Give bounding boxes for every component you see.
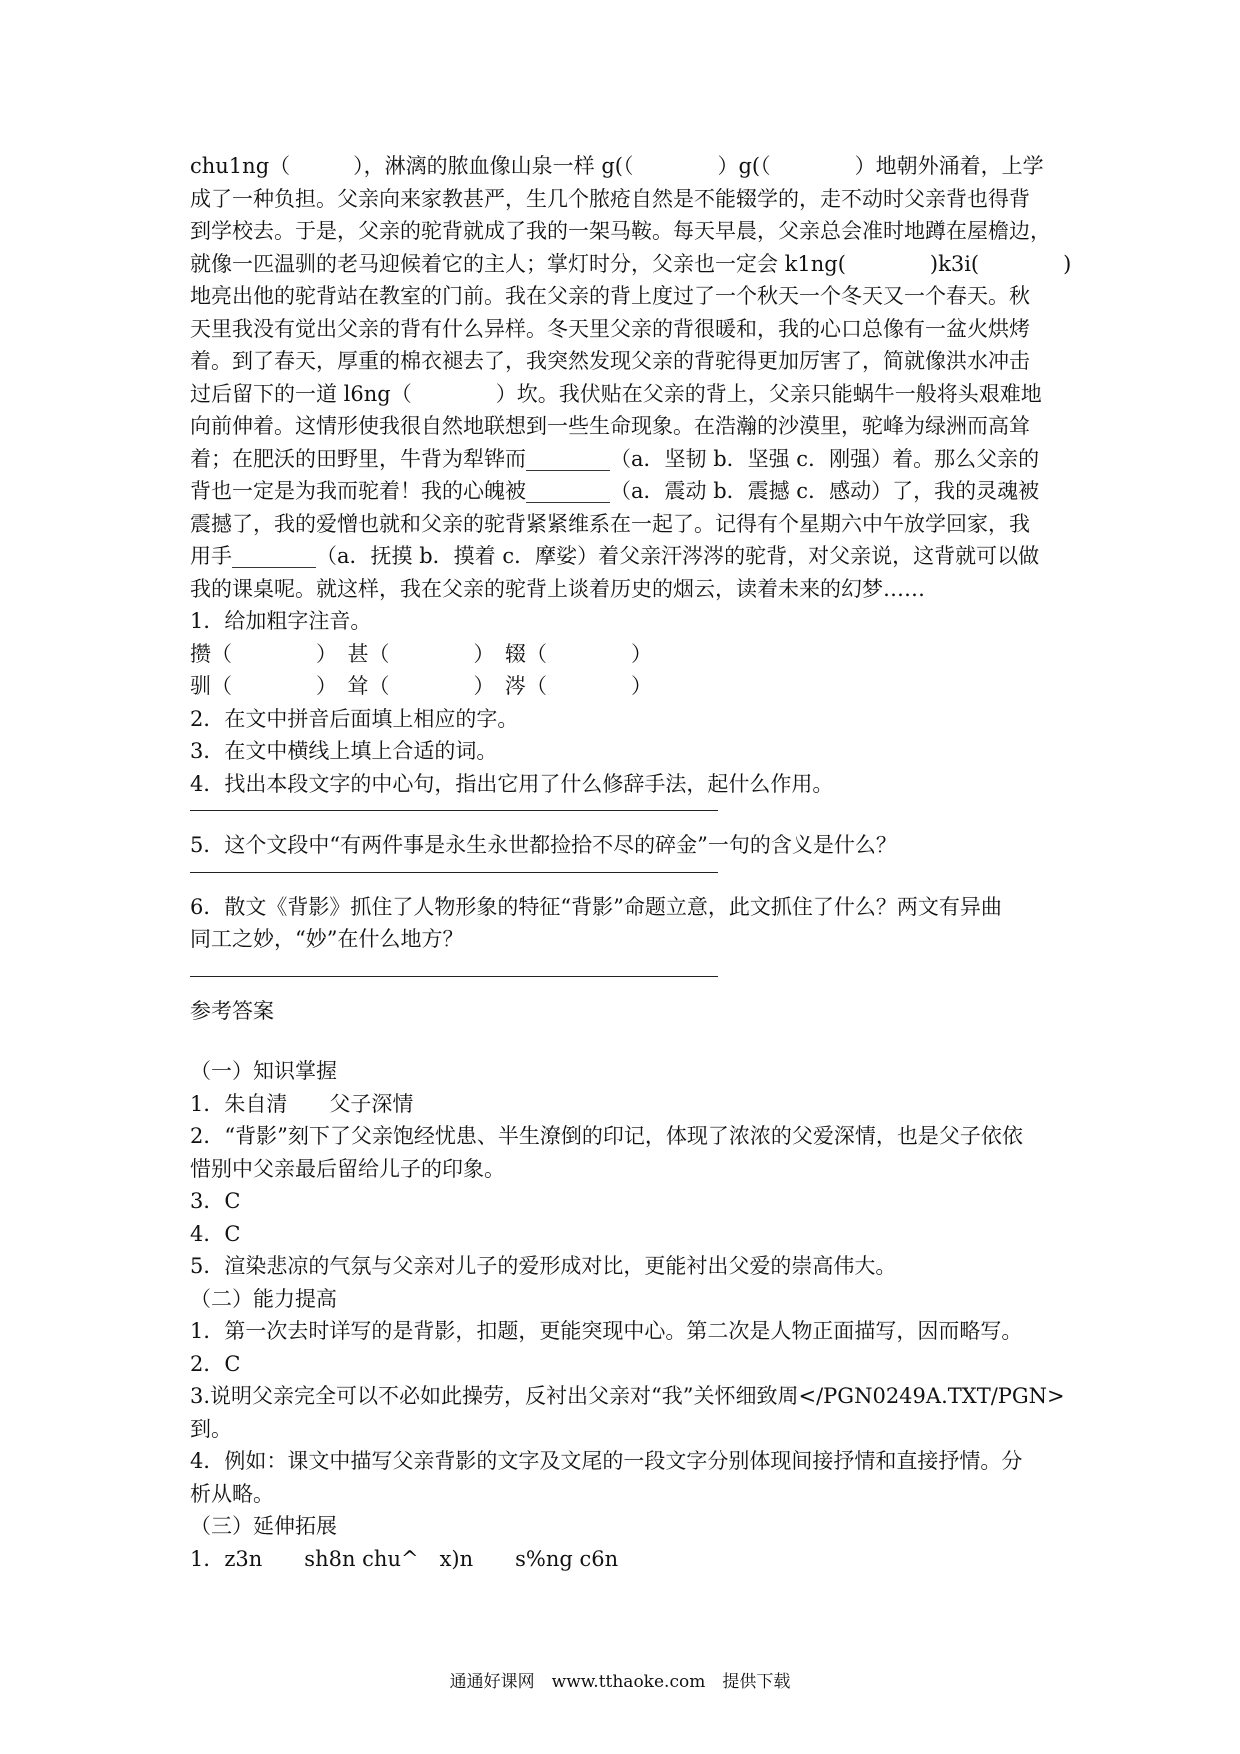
answer-line — [190, 810, 718, 811]
answer-item: 惜别中父亲最后留给儿子的印象。 — [190, 1156, 505, 1181]
answer-item: 1．z3n sh8n chu^ x)n s%ng c6n — [190, 1546, 619, 1571]
passage-line: 过后留下的一道 l6ng（ ）坎。我伏贴在父亲的背上，父亲只能蜗牛一般将头艰难地 — [190, 381, 1042, 406]
question-item: 4．找出本段文字的中心句，指出它用了什么修辞手法，起什么作用。 — [190, 771, 834, 796]
questions — [190, 605, 1070, 977]
question-item: 5．这个文段中“有两件事是永生永世都捡拾不尽的碎金”一句的含义是什么？ — [190, 833, 897, 857]
passage-line: 地亮出他的驼背站在教室的门前。我在父亲的背上度过了一个秋天一个冬天又一个春天。秋 — [190, 284, 1030, 308]
passage-line: 着。到了春天，厚重的棉衣褪去了，我突然发现父亲的背驼得更加厉害了，简就像洪水冲击 — [190, 349, 1030, 373]
answer-item: 3．C — [190, 1189, 241, 1213]
page-footer: 通通好课网 www.tthaoke.com 提供下载 — [449, 1672, 791, 1692]
question-item: 驯（ ） 耸（ ） 涔（ ） — [190, 674, 652, 698]
passage-line: 到学校去。于是，父亲的驼背就成了我的一架马鞍。每天早晨，父亲总会准时地蹲在屋檐边， — [190, 219, 1051, 243]
answers — [190, 1055, 1070, 1575]
question-item: 1．给加粗字注音。 — [190, 609, 372, 633]
answer-item: （一）知识掌握 — [190, 1059, 337, 1083]
passage-line: 成了一种负担。父亲向来家教甚严，生几个脓疮自然是不能辍学的，走不动时父亲背也得背 — [190, 186, 1030, 211]
answer-item: 析从略。 — [190, 1481, 274, 1506]
question-item: 6．散文《背影》抓住了人物形象的特征“背影”命题立意，此文抓住了什么？两文有异曲 — [190, 894, 1002, 919]
answer-item: 4．C — [190, 1221, 241, 1246]
document-page — [190, 150, 1070, 1575]
question-item: 攒（ ） 甚（ ） 辍（ ） — [190, 641, 652, 666]
question-item: 2．在文中拼音后面填上相应的字。 — [190, 706, 519, 731]
answer-item: 到。 — [190, 1416, 232, 1441]
passage-line: 着；在肥沃的田野里，牛背为犁铧而________（a．坚韧 b．坚强 c．刚强）着。那么父亲的 — [190, 446, 1040, 471]
answer-item: （三）延伸拓展 — [190, 1514, 337, 1538]
answer-item: 1．朱自清 父子深情 — [190, 1091, 414, 1116]
answer-item: 1．第一次去时详写的是背影，扣题，更能突现中心。第二次是人物正面描写，因而略写。 — [190, 1319, 1023, 1343]
passage-line: 用手________（a．抚摸 b．摸着 c．摩娑）着父亲汗涔涔的驼背，对父亲说，这背就可以做 — [190, 544, 1040, 568]
answer-item: 2．C — [190, 1351, 241, 1376]
question-item: 3．在文中横线上填上合适的词。 — [190, 739, 498, 763]
passage-line: 就像一匹温驯的老马迎候着它的主人；掌灯时分，父亲也一定会 k1ng( )k3i( ) — [190, 251, 1072, 276]
answer-item: 2．“背影”刻下了父亲饱经忧患、半生潦倒的印记，体现了浓浓的父爱深情，也是父子依依 — [190, 1124, 1023, 1148]
passage-line: 背也一定是为我而驼着！我的心魄被________（a．震动 b．震撼 c．感动）了，我的灵魂被 — [190, 479, 1040, 503]
answer-line — [190, 976, 718, 977]
passage-line: chu1ng（ ），淋漓的脓血像山泉一样 g(（ ）g(（ ）地朝外涌着，上学 — [190, 154, 1044, 178]
answer-item: 4．例如：课文中描写父亲背影的文字及文尾的一段文字分别体现间接抒情和直接抒情。分 — [190, 1449, 1023, 1473]
passage-line: 我的课桌呢。就这样，我在父亲的驼背上谈着历史的烟云，读着未来的幻梦…… — [190, 576, 925, 601]
answer-item: 3.说明父亲完全可以不必如此操劳，反衬出父亲对“我”关怀细致周</PGN0249A.TXT/PGN> — [190, 1384, 1065, 1408]
passage-line: 向前伸着。这情形使我很自然地联想到一些生命现象。在浩瀚的沙漠里，驼峰为绿洲而高耸 — [190, 414, 1030, 438]
answer-item: 5．渲染悲凉的气氛与父亲对儿子的爱形成对比，更能衬出父爱的崇高伟大。 — [190, 1254, 897, 1278]
answer-line — [190, 872, 718, 873]
answers-heading: 参考答案 — [190, 998, 274, 1023]
passage-line: 震撼了，我的爱憎也就和父亲的驼背紧紧维系在一起了。记得有个星期六中午放学回家，我 — [190, 511, 1030, 536]
passage — [190, 150, 1070, 605]
answer-item: （二）能力提高 — [190, 1286, 337, 1311]
spacer — [190, 1027, 1070, 1055]
question-item: 同工之妙，“妙”在什么地方？ — [190, 927, 464, 951]
passage-line: 天里我没有觉出父亲的背有什么异样。冬天里父亲的背很暖和，我的心口总像有一盆火烘烤 — [190, 316, 1030, 341]
